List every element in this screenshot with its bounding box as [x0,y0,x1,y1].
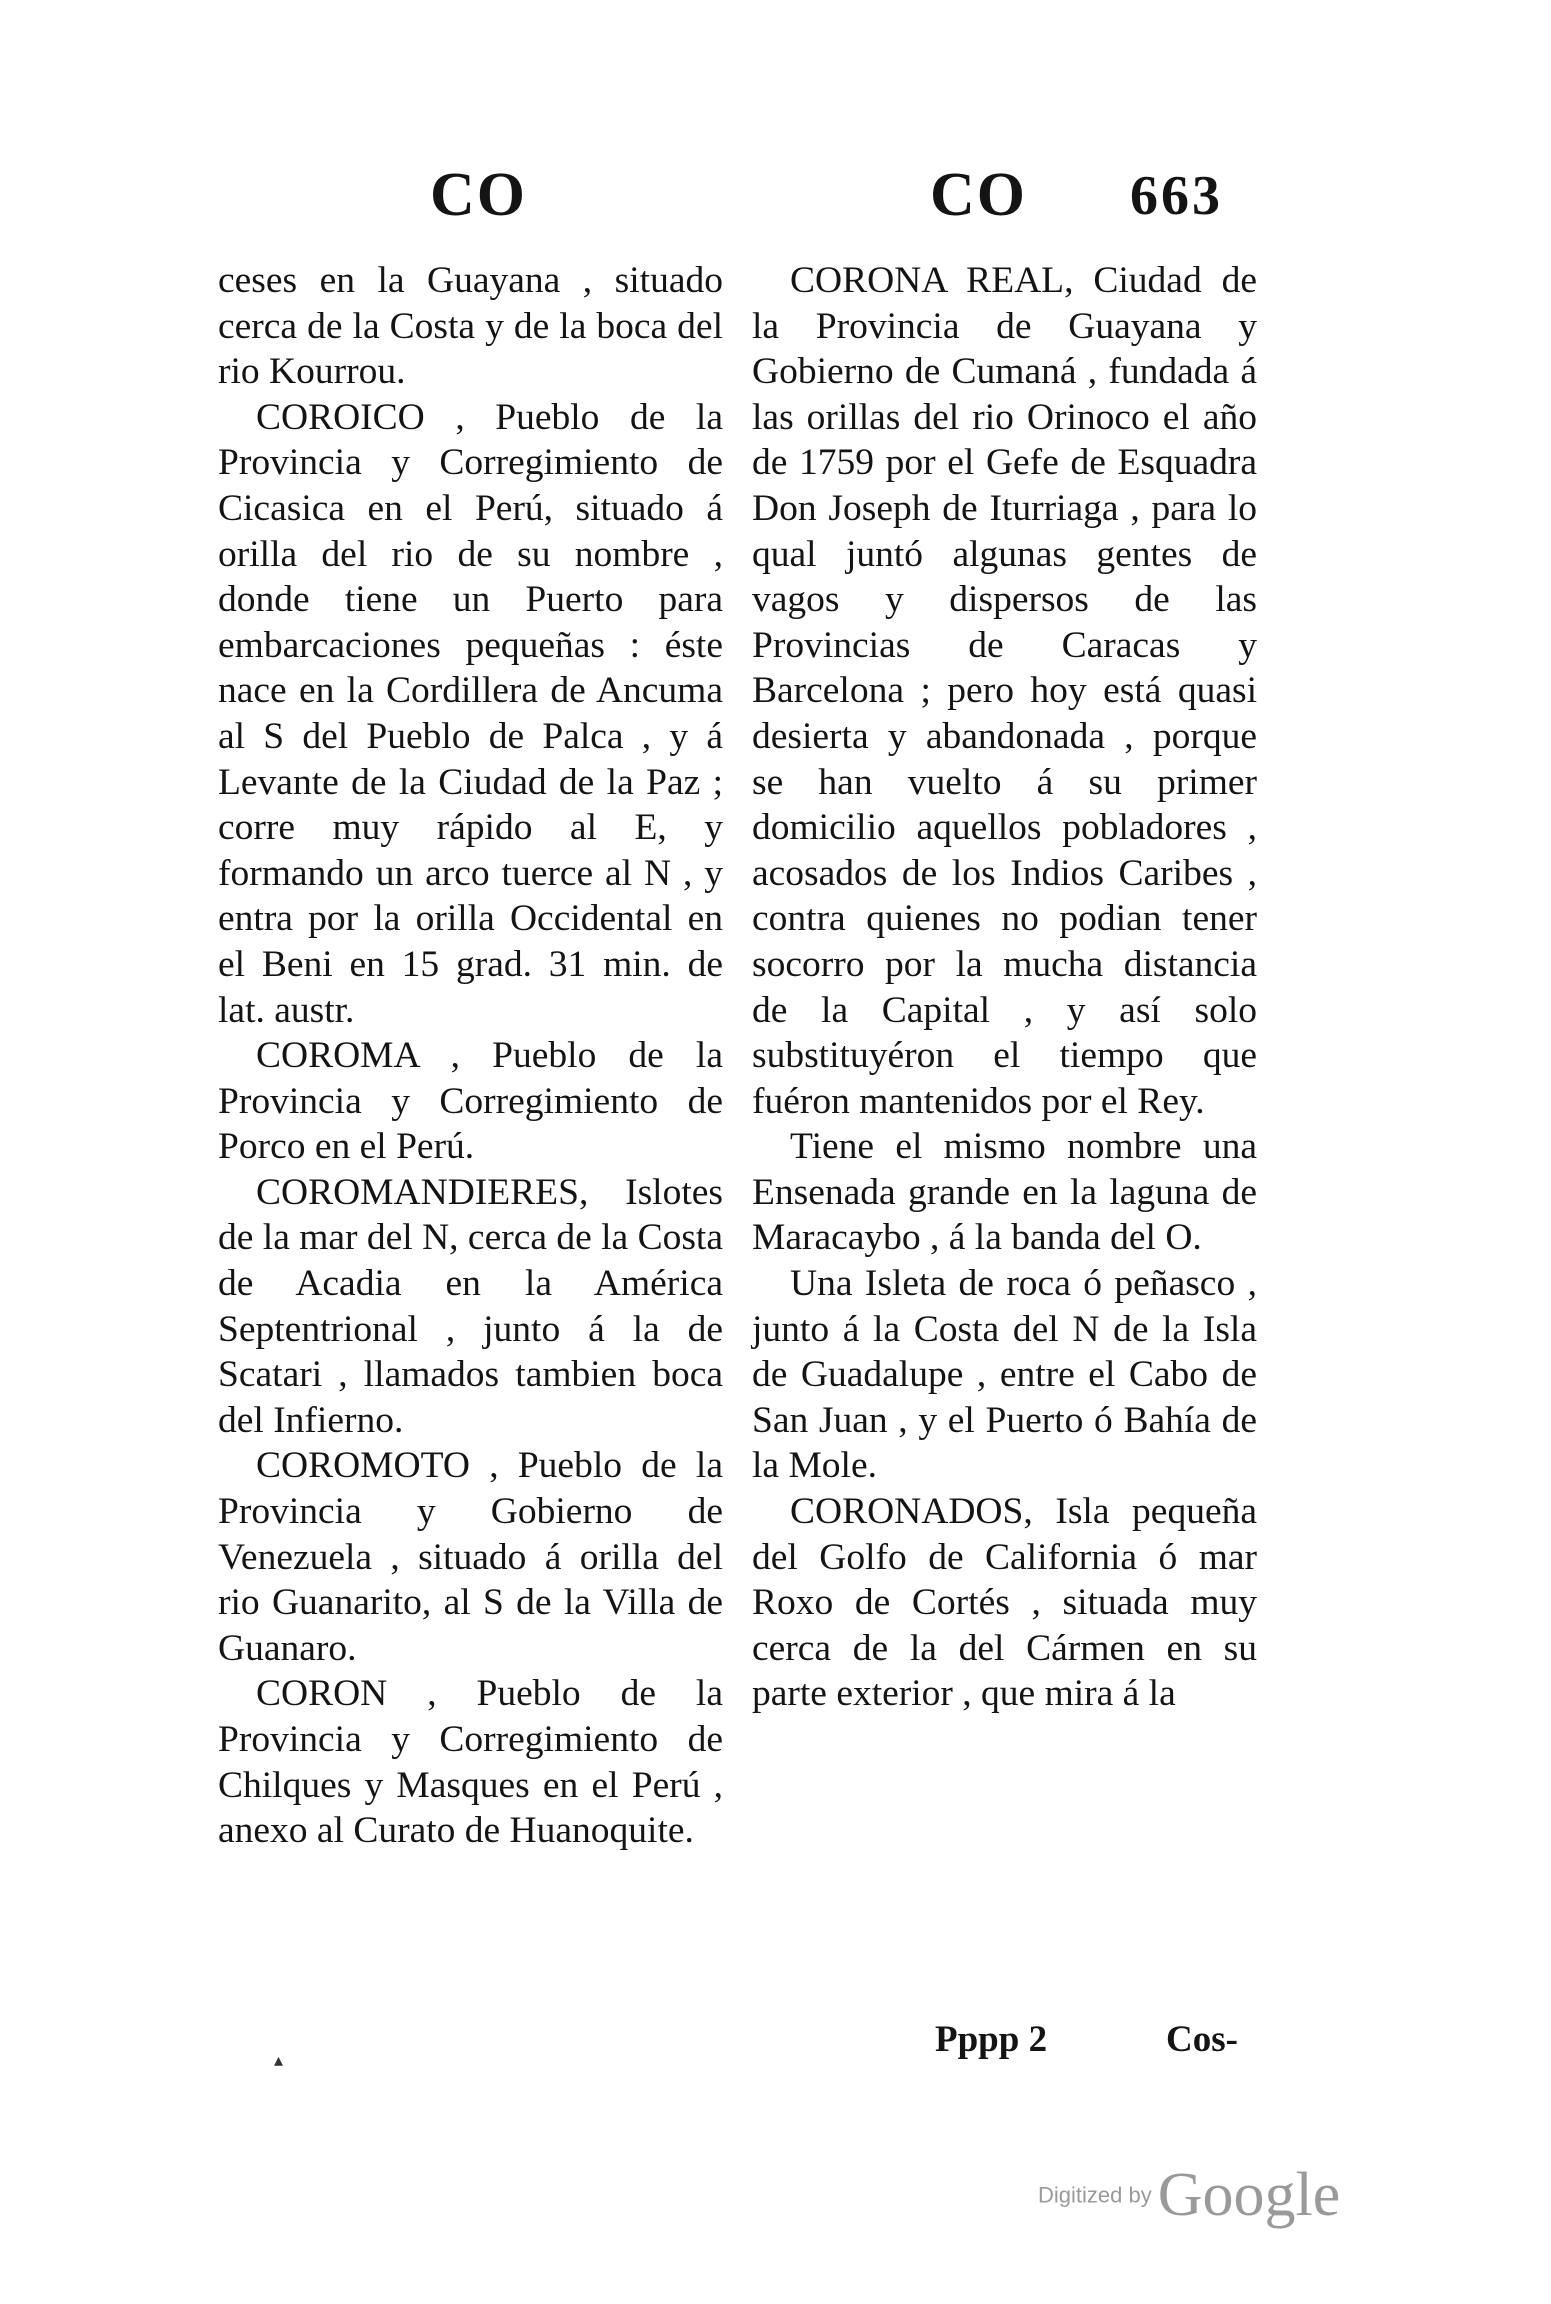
running-head-left: CO [430,161,527,229]
page-number: 663 [1130,165,1223,227]
digitization-watermark [1038,2160,1340,2231]
google-logo: Google [1157,2161,1341,2229]
entry-corona-real: CORONA REAL, Ciudad de la Provincia de Guayana y Gobierno de Cumaná , fundada á las orillas del rio Orinoco el año de 1759 por el Gefe de Esquadra Don Joseph de Iturriaga , para lo qual juntó algunas gentes de vagos y dispersos de las Provincias de Caracas y Barcelona ; pero hoy está quasi desierta y abandonada , porque se han vuelto á su primer domicilio aquellos pobladores , acosados de los Indios Caribes , contra quienes no podian tener socorro por la mucha distancia de la Capital , y así solo substituyéron el tiempo que fuéron mantenidos por el Rey. [752,260,1257,1122]
entry-isleta: Una Isleta de roca ó peñasco , junto á la Costa del N de la Isla de Guadalupe , entre el Cabo de San Juan , y el Puerto ó Bahía de la Mole. [752,1263,1257,1487]
entry-coronados: CORONADOS, Isla pequeña del Golfo de California ó mar Roxo de Cortés , situada muy cerca de la del Cármen en su parte exterior , que mira á la [752,1491,1257,1715]
entry-coron: CORON , Pueblo de la Provincia y Corregimiento de Chilques y Masques en el Perú , anexo al Curato de Huanoquite. [218,1673,723,1852]
watermark-prefix: Digitized by [1038,2182,1152,2208]
catchword: Cos- [1166,2019,1238,2060]
left-text-column [218,258,723,1854]
right-text-column [752,258,1257,1717]
entry-coroico: COROICO , Pueblo de la Provincia y Corregimiento de Cicasica en el Perú, situado á orilla del rio de su nombre , donde tiene un Puerto para embarcaciones pequeñas : éste nace en la Cordillera de Ancuma al S del Pueblo de Palca , y á Levante de la Ciudad de la Paz ; corre muy rápido al E, y formando un arco tuerce al N , y entra por la orilla Occidental en el Beni en 15 grad. 31 min. de lat. austr. [218,396,723,1031]
stray-ink-mark: ▴ [274,2050,284,2070]
signature-mark: Pppp 2 [935,2019,1048,2060]
running-head-right: CO [930,161,1027,229]
entry-ensenada: Tiene el mismo nombre una Ensenada grande en la laguna de Maracaybo , á la banda del O. [752,1126,1257,1259]
paragraph-continuation: ceses en la Guayana , situado cerca de la Costa y de la boca del rio Kourrou. [218,260,723,393]
entry-coromandieres: COROMANDIERES, Islotes de la mar del N, cerca de la Costa de Acadia en la América Septentrional , junto á la de Scatari , llamados tambien boca del Infierno. [218,1171,723,1441]
entry-coroma: COROMA , Pueblo de la Provincia y Corregimiento de Porco en el Perú. [218,1035,723,1168]
entry-coromoto: COROMOTO , Pueblo de la Provincia y Gobierno de Venezuela , situado á orilla del rio Guanarito, al S de la Villa de Guanaro. [218,1445,723,1669]
